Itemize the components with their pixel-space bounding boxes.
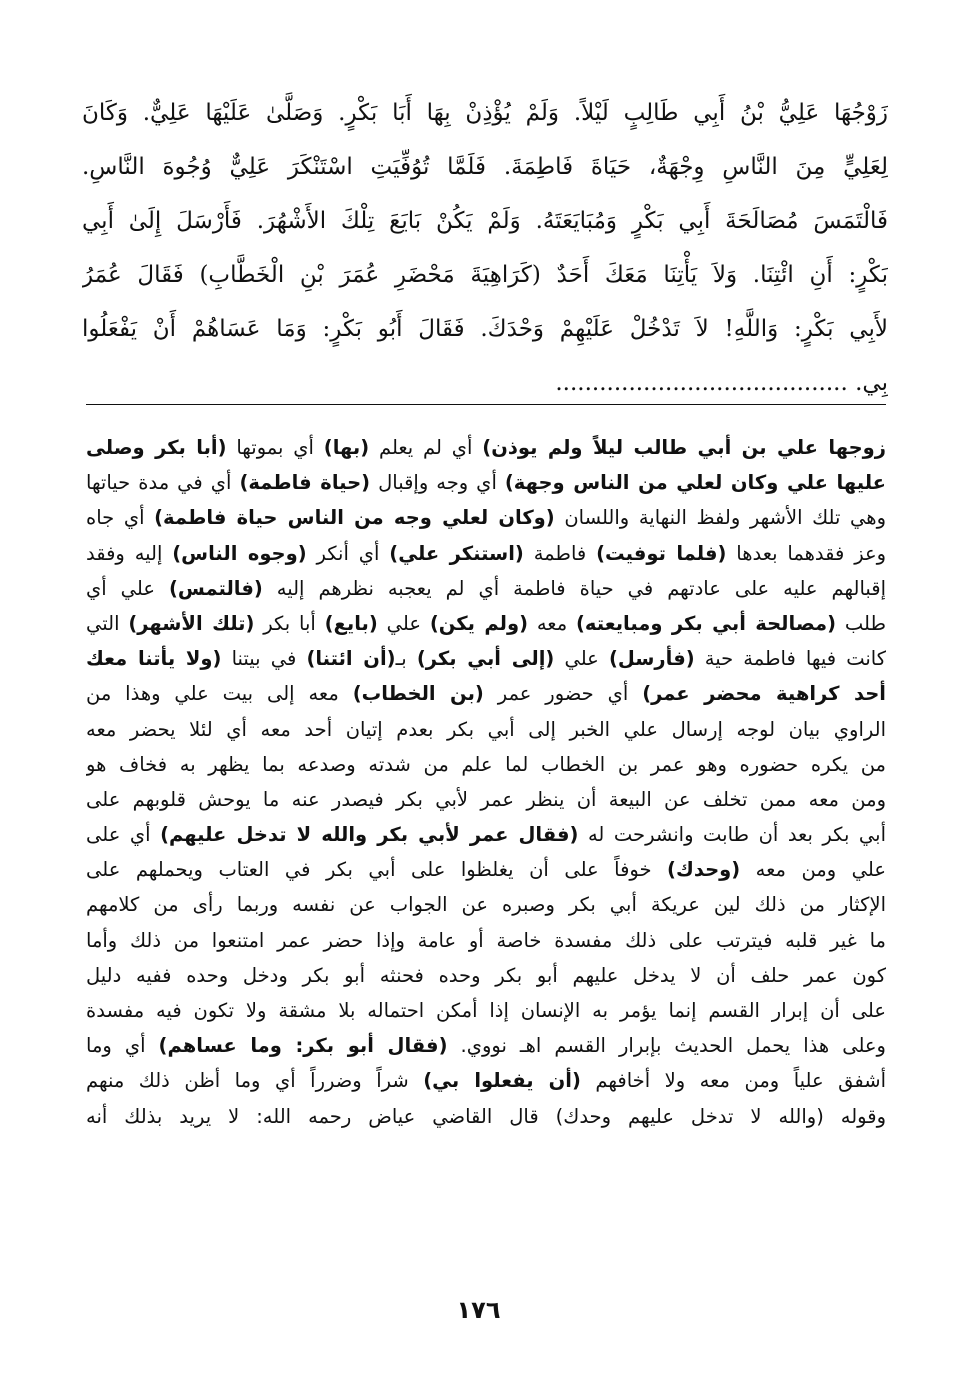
commentary-line: علي ومن معه (وحدك) خوفاً على أن يغلظوا على أبي بكر في العتاب ويحملهم على [86,858,886,882]
commentary-line: ما غير قلبه فيترتب على ذلك مفسدة خاصة أو عامة وإذا حضر عمر امتنعوا من ذلك وأما [86,928,886,952]
commentary-line: من يكره حضوره وهو عمر بن الخطاب لما علم من شدته وصدعه بما يظهر به فخاف هو [86,752,886,776]
hadith-text [82,86,888,410]
section-divider [86,404,886,405]
commentary-text [86,430,886,1134]
hadith-line: زَوْجُهَا عَلِيُّ بْنُ أَبِي طَالِبٍ لَيْلاً. وَلَمْ يُؤْذِنْ بِهَا أَبَا بَكْرٍ. وَصَلَّىٰ عَلَيْهَا عَلِيٌّ. وَكَانَ [82,100,888,126]
commentary-line: زوجها علي بن أبي طالب ليلاً ولم يوذن) أي لم يعلم (بها) أي بموتها (أبا بكر وصلى [86,436,886,459]
commentary-line: أحد كراهية محضر عمر) أي حضور عمر (بن الخطاب) معه إلى بيت علي وهذا من [86,682,886,706]
ellipsis-dots: ........................................ [555,370,848,396]
hadith-line: فَالْتَمَسَ مُصَالَحَةَ أَبِي بَكْرٍ وَمُبَايَعَتَهُ. وَلَمْ يَكُنْ بَايَعَ تِلْكَ الأَشْهُرَ. فَأَرْسَلَ إِلَىٰ أَبِي [82,208,888,234]
commentary-line: إقبالهم عليه على عادتهم في حياة فاطمة أي لم يعجبه نظرهم إليه (فالتمس) علي أي [86,576,886,600]
hadith-line-last [82,356,888,410]
commentary-line: كانت فيها فاطمة حية (فأرسل) علي (إلى أبي بكر) بـ(أن ائتنا) في بيتنا (ولا يأتنا معك [86,647,886,671]
commentary-line: وعز فقدهما بعدها (فلما توفيت) فاطمة (استنكر علي) أي أنكر (وجوه الناس) إليه وفقد [86,541,886,565]
commentary-line: وعلى هذا يحمل الحديث بإبرار القسم اهـ نووي. (فقال أبو بكر: وما عساهم) أي وما [86,1034,886,1058]
hadith-last-word: بِي. [855,370,888,396]
commentary-line: عليها علي وكان لعلي من الناس وجهة) أي وجه وإقبال (حياة فاطمة) أي في مدة حياتها [86,471,886,495]
commentary-line: ومن معه ممن تخلف عن البيعة أن ينظر عمر لأبي بكر فيصدر عنه ما يوحش قلوبهم على [86,787,886,811]
commentary-line: كون عمر حلف أن لا يدخل عليهم أبو بكر وحده فحنثه أبو بكر ودخل وحده ففيه دليل [86,963,886,987]
hadith-line: لِعَلِيٍّ مِنَ النَّاسِ وِجْهَةٌ، حَيَاةَ فَاطِمَةَ. فَلَمَّا تُوُفِّيَتِ اسْتَنْكَرَ عَلِيٌّ وُجُوهَ النَّاسِ. [82,154,888,180]
commentary-line: طلب (مصالحة أبي بكر ومبايعته) معه (ولم يكن) علي (بايع) أبا بكر (تلك الأشهر) التي [86,611,886,635]
commentary-line: أشفق علياً ومن معه ولا أخافهم (أن يفعلوا بي) شراً وضرراً أي وما أظن ذلك منهم [86,1069,886,1093]
hadith-line: بَكْرٍ: أَنِ ائْتِنَا. وَلاَ يَأْتِنَا مَعَكَ أَحَدٌ (كَرَاهِيَةَ مَحْضَرِ عُمَرَ بْنِ الْخَطَّابِ) فَقَالَ عُمَرُ [82,262,888,288]
commentary-line: وقوله (والله لا تدخل عليهم وحدك) قال القاضي عياض رحمه الله: لا يريد بذلك أنه [86,1104,886,1128]
quote-bold: زوجها علي بن أبي طالب ليلاً ولم يوذن) [482,436,886,459]
page-number: ١٧٦ [456,1296,501,1324]
commentary-line: على أن إبرار القسم إنما يؤمر به الإنسان إذا أمكن احتماله بلا مشقة ولا تكون فيه مفسدة [86,999,886,1022]
commentary-line: وهي تلك الأشهر ولفظ النهاية واللسان (وكان لعلي وجه من الناس حياة فاطمة) أي جاه [86,506,886,530]
commentary-line: الراوي بيان لوجه إرسال علي الخبر إلى أبي بكر بعدم إتيان أحد معه أي لئلا يحضر معه [86,717,886,741]
hadith-line: لأَبِي بَكْرٍ: وَاللَّهِ! لاَ تَدْخُلْ عَلَيْهِمْ وَحْدَكَ. فَقَالَ أَبُو بَكْرٍ: وَمَا عَسَاهُمْ أَنْ يَفْعَلُوا [82,316,888,342]
commentary-line: الإكثار من ذلك لين عريكة أبي بكر وصبره عن الجواب عن نفسه وربما رأى من كلامهم [86,893,886,917]
commentary-line: أبي بكر بعد أن طابت وانشرحت له (فقال عمر لأبي بكر والله لا تدخل عليهم) أي على [86,823,886,847]
